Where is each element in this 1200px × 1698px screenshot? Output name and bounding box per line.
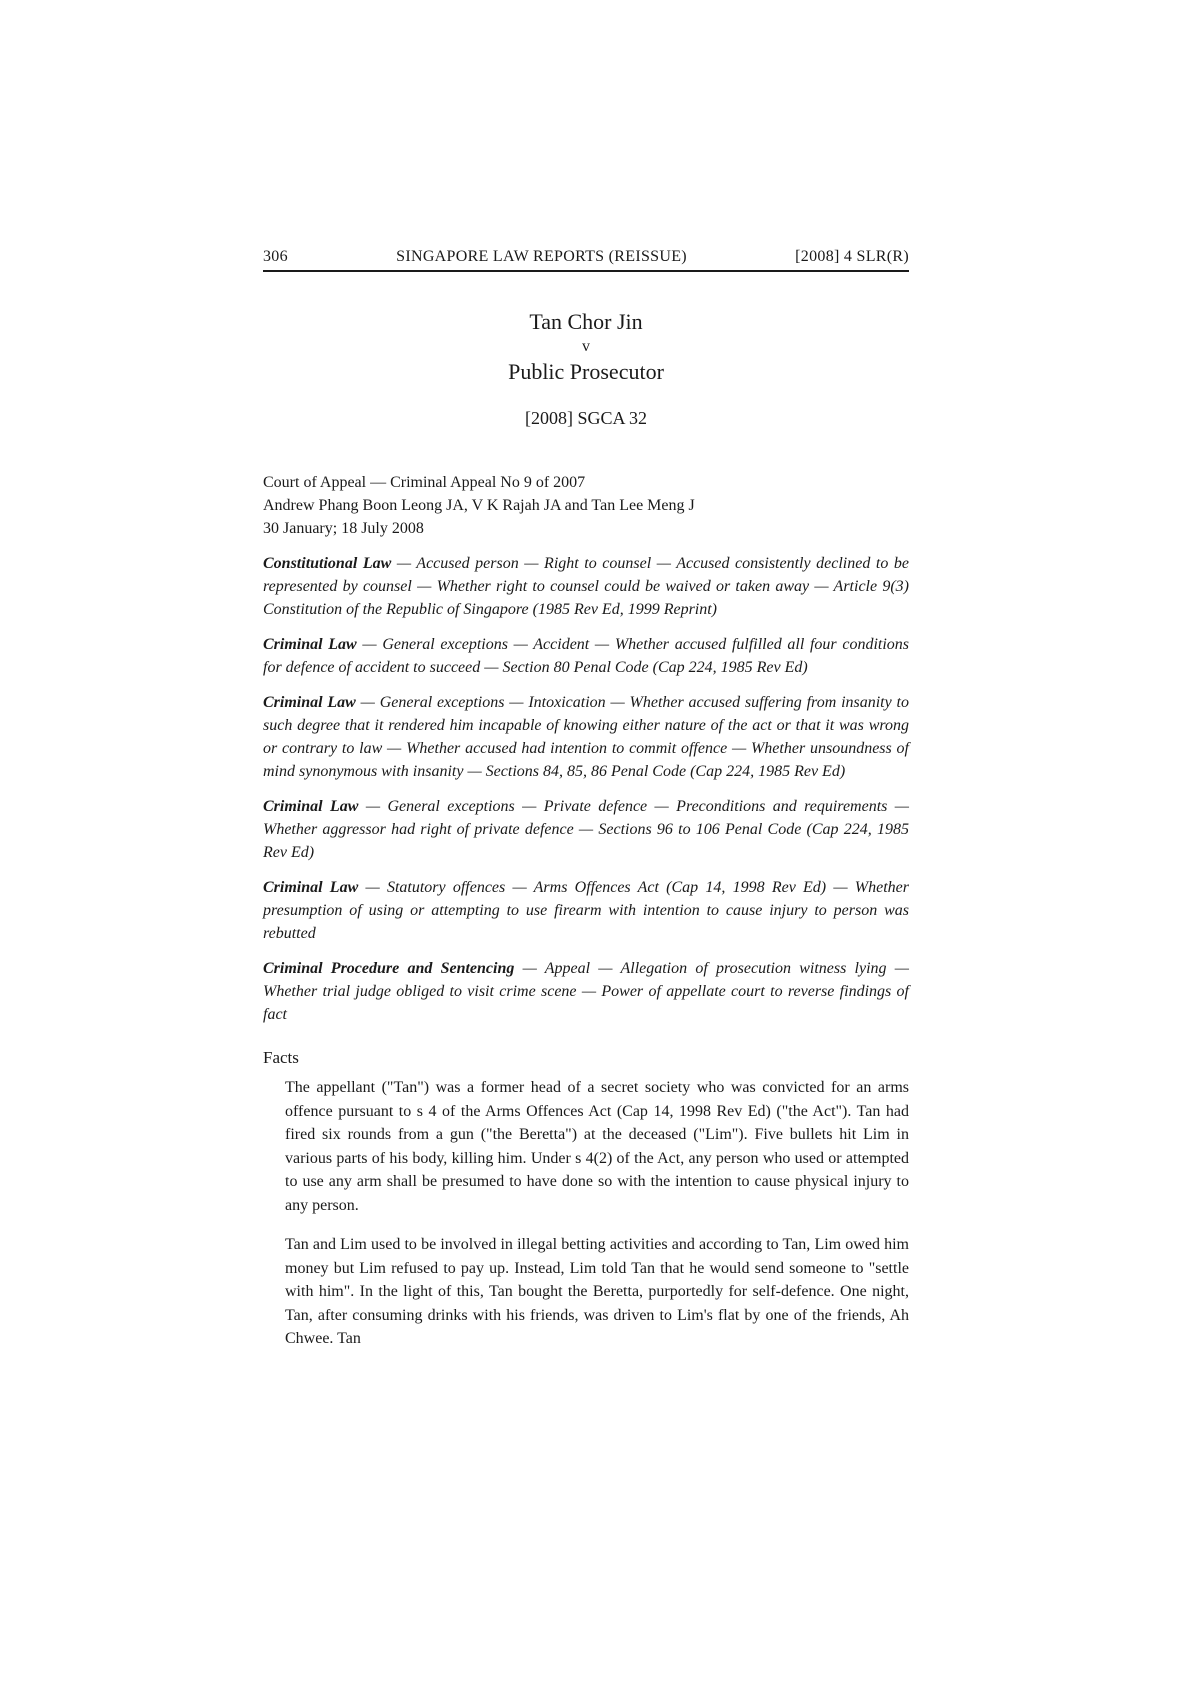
facts-paragraph: Tan and Lim used to be involved in illegal betting activities and according to Tan, Lim owed him money but Lim refused to pay up. Instead, Lim told Tan that he would send someone to "settle with him". In the light of this, Tan bought the Beretta, purportedly for self-defence. One night, Tan, after consuming drinks with his friends, was driven to Lim's flat by one of the friends, Ah Chwee. Tan (285, 1236, 909, 1347)
catchword-text: — Accused person — Right to counsel — Accused consistently declined to be represented by counsel — Whether right to counsel could be waived or taken away — Article 9(3) Constitution of the Republic of Singapore (1985 Rev Ed, 1999 Reprint) (263, 555, 909, 618)
page-number: 306 (263, 248, 288, 265)
case-title (263, 308, 909, 386)
report-series: SINGAPORE LAW REPORTS (REISSUE) (396, 248, 687, 265)
catchword-area: Criminal Law (263, 879, 359, 896)
catchword (263, 876, 909, 945)
catchword-area: Constitutional Law (263, 555, 392, 572)
coram-line: Andrew Phang Boon Leong JA, V K Rajah JA and Tan Lee Meng J (263, 497, 695, 514)
catchword-text: — General exceptions — Intoxication — Whether accused suffering from insanity to such degree that it rendered him incapable of knowing either nature of the act or that it was wrong or contrary to law — Whether accused had intention to commit offence — Whether unsoundness of mind synonymous with insanity — Sections 84, 85, 86 Penal Code (Cap 224, 1985 Rev Ed) (263, 694, 909, 780)
catchword (263, 552, 909, 621)
dates-line: 30 January; 18 July 2008 (263, 520, 424, 537)
catchword-area: Criminal Law (263, 798, 359, 815)
catchword (263, 691, 909, 783)
catchword-text: — General exceptions — Private defence — Preconditions and requirements — Whether aggressor had right of private defence — Sections 96 to 106 Penal Code (Cap 224, 1985 Rev Ed) (263, 798, 909, 861)
case-meta (263, 471, 909, 540)
catchword-area: Criminal Law (263, 694, 356, 711)
report-page (263, 248, 909, 1367)
report-volume: [2008] 4 SLR(R) (795, 248, 909, 265)
catchword-area: Criminal Procedure and Sentencing (263, 960, 515, 977)
appellant-name: Tan Chor Jin (529, 309, 643, 334)
catchword-area: Criminal Law (263, 636, 357, 653)
versus: v (582, 338, 590, 355)
neutral-citation: [2008] SGCA 32 (524, 408, 647, 428)
catchword-text: — Appeal — Allegation of prosecution witness lying — Whether trial judge obliged to visit crime scene — Power of appellate court to reverse findings of fact (263, 960, 909, 1023)
catchword-text: — General exceptions — Accident — Whether accused fulfilled all four conditions for defence of accident to succeed — Section 80 Penal Code (Cap 224, 1985 Rev Ed) (263, 636, 910, 676)
catchword (263, 795, 909, 864)
catchword-text: — Statutory offences — Arms Offences Act (Cap 14, 1998 Rev Ed) — Whether presumption of using or attempting to use firearm with intention to cause injury to person was rebutted (263, 879, 910, 942)
catchword (263, 957, 909, 1026)
facts-heading: Facts (263, 1048, 299, 1067)
respondent-name: Public Prosecutor (508, 359, 664, 384)
catchword (263, 633, 909, 679)
court-line: Court of Appeal — Criminal Appeal No 9 of 2007 (263, 474, 586, 491)
running-head (263, 248, 909, 272)
facts-paragraph: The appellant ("Tan") was a former head of a secret society who was convicted for an arms offence pursuant to s 4 of the Arms Offences Act (Cap 14, 1998 Rev Ed) ("the Act"). Tan had fired six rounds from a gun ("the Beretta") at the deceased ("Lim"). Five bullets hit Lim in various parts of his body, killing him. Under s 4(2) of the Act, any person who used or attempted to use any arm shall be presumed to have done so with the intention to cause physical injury to any person. (285, 1079, 909, 1214)
